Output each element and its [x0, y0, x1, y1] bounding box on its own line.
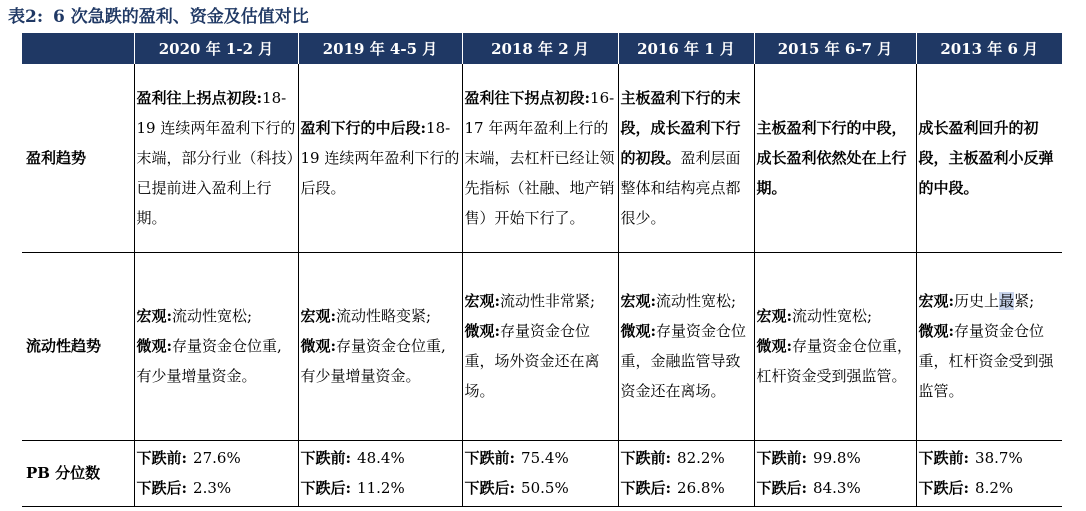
micro-text: 存量资金仓位重，金融监管导致资金还在离场。: [620, 322, 747, 400]
micro-label: 微观:: [300, 337, 337, 355]
table-caption: 6 次急跌的盈利、资金及估值对比: [53, 7, 309, 27]
table-number: 表2:: [8, 7, 44, 27]
table-cell: [916, 440, 1062, 506]
macro-text-prefix: 历史上: [954, 292, 1000, 310]
table-cell: [134, 64, 298, 252]
macro-label: 宏观:: [136, 307, 173, 325]
before-label: 下跌前:: [756, 449, 808, 467]
after-label: 下跌后:: [136, 479, 188, 497]
after-label: 下跌后:: [918, 479, 970, 497]
after-label: 下跌后:: [300, 479, 352, 497]
before-label: 下跌前:: [464, 449, 516, 467]
table-row: [22, 440, 1062, 506]
table-cell: [754, 252, 916, 440]
table-cell: [618, 440, 754, 506]
cell-text: 盈利层面整体和结构亮点都很少。: [620, 148, 741, 227]
table-row: [22, 64, 1062, 252]
macro-label: 宏观:: [756, 307, 793, 325]
row-label: 流动性趋势: [22, 252, 134, 440]
micro-text: 存量资金仓位重，杠杆资金受到强监管。: [756, 337, 913, 385]
pb-after-value: 11.2%: [357, 479, 405, 497]
micro-label: 微观:: [756, 337, 793, 355]
macro-text: 流动性略变紧;: [336, 307, 432, 325]
cell-bold-text: 主板盈利下行的中段，成长盈利依然处在上行期。: [756, 118, 907, 197]
comparison-table: [22, 33, 1062, 507]
macro-text: 流动性非常紧;: [500, 292, 596, 310]
micro-text: 存量资金仓位重，杠杆资金受到强监管。: [918, 322, 1054, 400]
pb-before-value: 27.6%: [193, 449, 241, 467]
micro-text: 存量资金仓位重,有少量增量资金。: [300, 337, 446, 385]
table-title: [8, 4, 309, 30]
micro-text: 存量资金仓位重,有少量增量资金。: [136, 337, 282, 385]
table-cell: [298, 64, 462, 252]
table-cell: [754, 440, 916, 506]
table-cell: [754, 64, 916, 252]
cell-bold-text: 盈利往下拐点初段:: [464, 88, 591, 107]
macro-text: 紧;: [1014, 292, 1035, 310]
macro-label: 宏观:: [300, 307, 337, 325]
row-label: PB 分位数: [22, 440, 134, 506]
header-cell: 2018 年 2 月: [462, 33, 618, 64]
header-cell: 2016 年 1 月: [618, 33, 754, 64]
pb-after-value: 84.3%: [813, 479, 861, 497]
micro-text: 存量资金仓位重，场外资金还在离场。: [464, 322, 600, 400]
pb-before-value: 48.4%: [357, 449, 405, 467]
cell-text: 16-17 年两年盈利上行的末端，去杠杆已经让领先指标（社融、地产销售）开始下行了。: [464, 88, 615, 227]
micro-label: 微观:: [918, 322, 955, 340]
table-cell: [134, 440, 298, 506]
macro-label: 宏观:: [620, 292, 657, 310]
table-cell: [618, 64, 754, 252]
pb-after-value: 50.5%: [521, 479, 569, 497]
highlighted-text[interactable]: 最: [999, 292, 1015, 310]
row-label: 盈利趋势: [26, 148, 87, 167]
table-cell: [298, 252, 462, 440]
micro-label: 微观:: [620, 322, 657, 340]
macro-text: 流动性宽松;: [656, 292, 737, 310]
cell-bold-text: 主板盈利下行的末段，成长盈利下行的初段。: [620, 88, 741, 167]
micro-label: 微观:: [464, 322, 501, 340]
header-cell: [22, 33, 134, 64]
macro-text: 流动性宽松;: [792, 307, 873, 325]
cell-text: 18-19 连续两年盈利下行的末端，部分行业（科技）已提前进入盈利上行期。: [136, 88, 296, 227]
after-label: 下跌后:: [464, 479, 516, 497]
pb-after-value: 26.8%: [677, 479, 725, 497]
micro-label: 微观:: [136, 337, 173, 355]
table-cell: [298, 440, 462, 506]
macro-label: 宏观:: [918, 292, 955, 310]
pb-before-value: 82.2%: [677, 449, 725, 467]
pb-before-value: 99.8%: [813, 449, 861, 467]
table-cell: [462, 252, 618, 440]
header-cell: 2019 年 4-5 月: [298, 33, 462, 64]
macro-label: 宏观:: [464, 292, 501, 310]
table-cell: [916, 64, 1062, 252]
header-row: [22, 33, 1062, 64]
pb-after-value: 8.2%: [975, 479, 1014, 497]
after-label: 下跌后:: [620, 479, 672, 497]
cell-bold-text: 盈利下行的中后段:: [300, 118, 427, 137]
cell-text: 18-19 连续两年盈利下行的后段。: [300, 118, 460, 197]
pb-after-value: 2.3%: [193, 479, 232, 497]
header-cell: 2013 年 6 月: [916, 33, 1062, 64]
table-cell: [462, 440, 618, 506]
header-cell: 2020 年 1-2 月: [134, 33, 298, 64]
cell-bold-text: 成长盈利回升的初段，主板盈利小反弹的中段。: [918, 118, 1054, 197]
macro-text: 流动性宽松;: [172, 307, 253, 325]
cell-bold-text: 盈利往上拐点初段:: [136, 88, 263, 107]
table-cell: [462, 64, 618, 252]
before-label: 下跌前:: [620, 449, 672, 467]
pb-before-value: 38.7%: [975, 449, 1023, 467]
header-cell: 2015 年 6-7 月: [754, 33, 916, 64]
table-cell: [618, 252, 754, 440]
table-cell: [916, 252, 1062, 440]
table-row: [22, 252, 1062, 440]
before-label: 下跌前:: [918, 449, 970, 467]
table-cell: [134, 252, 298, 440]
after-label: 下跌后:: [756, 479, 808, 497]
pb-before-value: 75.4%: [521, 449, 569, 467]
before-label: 下跌前:: [300, 449, 352, 467]
before-label: 下跌前:: [136, 449, 188, 467]
